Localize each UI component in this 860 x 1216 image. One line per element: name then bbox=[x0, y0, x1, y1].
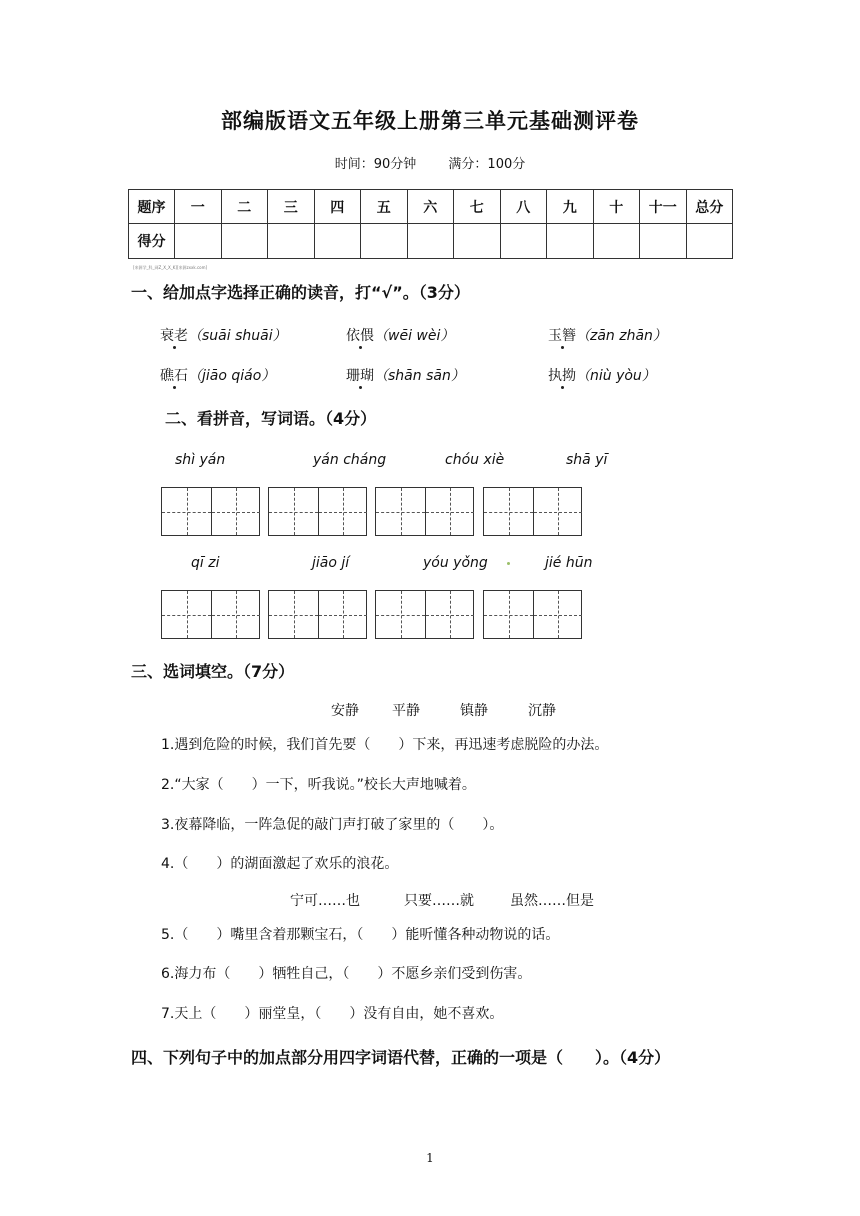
score-header-cell: 八 bbox=[500, 190, 547, 224]
word-bank-item: 宁可……也 bbox=[290, 893, 360, 909]
pinyin-prompt: qī zi bbox=[191, 555, 220, 571]
score-table-header-row bbox=[129, 190, 733, 224]
pinyin-options: （zān zhān） bbox=[576, 328, 667, 344]
fill-blank-question: 2.“大家（ ）一下，听我说。”校长大声地喊着。 bbox=[161, 777, 476, 793]
word-text: 珊瑚 bbox=[346, 368, 374, 384]
writing-grid[interactable] bbox=[483, 487, 582, 536]
section-4-heading: 四、下列句子中的加点部分用四字词语代替，正确的一项是（ ）。（4分） bbox=[131, 1048, 671, 1067]
word-text: 礁石 bbox=[160, 368, 188, 384]
score-header-cell: 题序 bbox=[129, 190, 175, 224]
pinyin-choice-item bbox=[548, 325, 667, 345]
score-header-cell: 十一 bbox=[640, 190, 687, 224]
word-bank-item: 安静 bbox=[331, 703, 359, 719]
score-cell[interactable] bbox=[593, 224, 640, 259]
pinyin-prompt: jié hūn bbox=[545, 555, 593, 571]
pinyin-choice-item bbox=[548, 365, 656, 385]
writing-grid[interactable] bbox=[375, 487, 474, 536]
score-header-cell: 七 bbox=[454, 190, 501, 224]
score-cell[interactable] bbox=[361, 224, 408, 259]
fill-blank-question: 6.海力布（ ）牺牲自己，（ ）不愿乡亲们受到伤害。 bbox=[161, 966, 532, 982]
score-row-label: 得分 bbox=[129, 224, 175, 259]
score-header-cell: 九 bbox=[547, 190, 594, 224]
pinyin-options: （suāi shuāi） bbox=[188, 328, 287, 344]
score-header-cell: 十 bbox=[593, 190, 640, 224]
word-bank-item: 虽然……但是 bbox=[510, 893, 594, 909]
pinyin-choice-item bbox=[346, 365, 465, 385]
score-cell[interactable] bbox=[175, 224, 222, 259]
score-header-cell: 三 bbox=[268, 190, 315, 224]
writing-grid[interactable] bbox=[483, 590, 582, 639]
pinyin-prompt: jiāo jí bbox=[312, 555, 350, 571]
section-3-heading: 三、选词填空。（7分） bbox=[131, 662, 295, 681]
score-header-cell: 六 bbox=[407, 190, 454, 224]
fill-blank-question: 4.（ ）的湖面激起了欢乐的浪花。 bbox=[161, 856, 399, 872]
writing-grid[interactable] bbox=[161, 590, 260, 639]
page-title: 部编版语文五年级上册第三单元基础测评卷 bbox=[221, 109, 639, 133]
exam-time: 时间：90分钟 bbox=[334, 157, 417, 172]
ink-speck bbox=[507, 562, 510, 565]
score-cell[interactable] bbox=[686, 224, 733, 259]
fill-blank-question: 5.（ ）嘴里含着那颗宝石，（ ）能听懂各种动物说的话。 bbox=[161, 927, 560, 943]
fill-blank-question: 7.天上（ ）丽堂皇，（ ）没有自由，她不喜欢。 bbox=[161, 1006, 504, 1022]
exam-full-score: 满分：100分 bbox=[448, 157, 526, 172]
word-text: 玉簪 bbox=[548, 328, 576, 344]
pinyin-choice-item bbox=[160, 325, 287, 345]
writing-grid[interactable] bbox=[161, 487, 260, 536]
word-bank-item: 平静 bbox=[392, 703, 420, 719]
word-bank-item: 沉静 bbox=[528, 703, 556, 719]
section-2-heading: 二、看拼音，写词语。（4分） bbox=[165, 409, 377, 428]
pinyin-prompt: chóu xiè bbox=[445, 452, 505, 468]
score-cell[interactable] bbox=[547, 224, 594, 259]
fill-blank-question: 1.遇到危险的时候，我们首先要（ ）下来，再迅速考虑脱险的办法。 bbox=[161, 737, 609, 753]
score-cell[interactable] bbox=[268, 224, 315, 259]
pinyin-choice-item bbox=[160, 365, 275, 385]
pinyin-prompt: yóu yǒng bbox=[423, 555, 488, 571]
writing-grid[interactable] bbox=[375, 590, 474, 639]
pinyin-options: （shān sān） bbox=[374, 368, 465, 384]
exam-meta bbox=[0, 153, 860, 172]
word-text: 执拗 bbox=[548, 368, 576, 384]
writing-grid[interactable] bbox=[268, 487, 367, 536]
word-text: 衰老 bbox=[160, 328, 188, 344]
score-cell[interactable] bbox=[500, 224, 547, 259]
pinyin-options: （jiāo qiáo） bbox=[188, 368, 276, 384]
score-header-cell: 总分 bbox=[686, 190, 733, 224]
pinyin-options: （wēi wèi） bbox=[374, 328, 455, 344]
page-number: 1 bbox=[426, 1151, 434, 1165]
score-cell[interactable] bbox=[314, 224, 361, 259]
score-cell[interactable] bbox=[640, 224, 687, 259]
score-header-cell: 二 bbox=[221, 190, 268, 224]
word-bank-item: 镇静 bbox=[460, 703, 488, 719]
pinyin-options: （niù yòu） bbox=[576, 368, 656, 384]
score-header-cell: 四 bbox=[314, 190, 361, 224]
section-1-heading: 一、给加点字选择正确的读音，打“√”。（3分） bbox=[131, 283, 470, 302]
pinyin-prompt: shā yī bbox=[566, 452, 608, 468]
word-bank-item: 只要……就 bbox=[404, 893, 474, 909]
score-cell[interactable] bbox=[454, 224, 501, 259]
score-table-score-row bbox=[129, 224, 733, 259]
word-text: 依偎 bbox=[346, 328, 374, 344]
writing-grid[interactable] bbox=[268, 590, 367, 639]
pinyin-prompt: yán cháng bbox=[313, 452, 387, 468]
score-header-cell: 一 bbox=[175, 190, 222, 224]
score-header-cell: 五 bbox=[361, 190, 408, 224]
pinyin-prompt: shì yán bbox=[175, 452, 226, 468]
score-cell[interactable] bbox=[221, 224, 268, 259]
score-cell[interactable] bbox=[407, 224, 454, 259]
fill-blank-question: 3.夜幕降临，一阵急促的敲门声打破了家里的（ ）。 bbox=[161, 817, 504, 833]
source-watermark-note: [来源学_科_网Z_X_X_K][来源zxxk.com] bbox=[133, 265, 208, 270]
pinyin-choice-item bbox=[346, 325, 454, 345]
score-table bbox=[128, 189, 733, 259]
